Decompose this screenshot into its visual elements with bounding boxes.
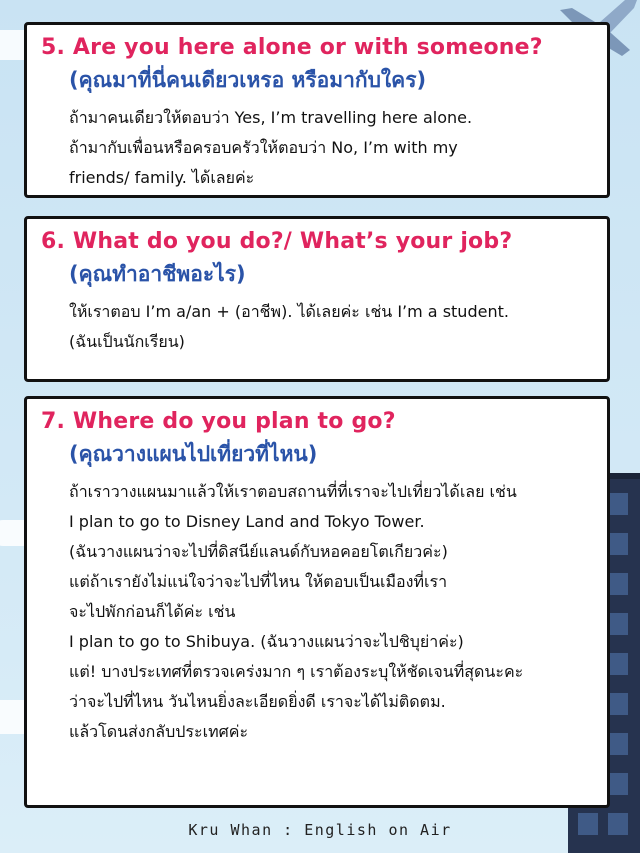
question-card-7 (24, 396, 610, 808)
answer-line: ถ้ามากับเพื่อนหรือครอบครัวให้ตอบว่า No, I’m with my (69, 138, 458, 157)
answer-line: แต่ถ้าเรายังไม่แน่ใจว่าจะไปที่ไหน ให้ตอบเป็นเมืองที่เรา (69, 572, 448, 591)
question-card-5 (24, 22, 610, 198)
answer-line: (ฉันวางแผนว่าจะไปที่ดิสนีย์แลนด์กับหอคอยโตเกียวค่ะ) (69, 542, 448, 561)
answer-line: ให้เราตอบ I’m a/an + (อาชีพ). ได้เลยค่ะ เช่น I’m a student. (69, 302, 509, 321)
answer-line: แต่! บางประเทศที่ตรวจเคร่งมาก ๆ เราต้องระบุให้ชัดเจนที่สุดนะคะ (69, 662, 524, 681)
question-translation: (คุณมาที่นี่คนเดียวเหรอ หรือมากับใคร) (69, 68, 427, 92)
answer-line: friends/ family. ได้เลยค่ะ (69, 168, 255, 187)
answer-line: ถ้ามาคนเดียวให้ตอบว่า Yes, I’m travelling here alone. (69, 108, 473, 127)
question-title: 6. What do you do?/ What’s your job? (41, 229, 513, 254)
question-card-6 (24, 216, 610, 382)
answer-line: I plan to go to Shibuya. (ฉันวางแผนว่าจะไปชิบุย่าค่ะ) (69, 632, 464, 651)
footer-credit: Kru Whan : English on Air (188, 821, 452, 839)
answer-line: ถ้าเราวางแผนมาแล้วให้เราตอบสถานที่ที่เราจะไปเที่ยวได้เลย เช่น (69, 482, 517, 501)
question-translation: (คุณวางแผนไปเที่ยวที่ไหน) (69, 442, 318, 466)
answer-line: I plan to go to Disney Land and Tokyo Tower. (69, 512, 425, 531)
answer-line: (ฉันเป็นนักเรียน) (69, 332, 185, 351)
question-translation: (คุณทำอาชีพอะไร) (69, 262, 246, 286)
question-title: 7. Where do you plan to go? (41, 409, 396, 434)
answer-line: แล้วโดนส่งกลับประเทศค่ะ (69, 722, 249, 741)
answer-line: ว่าจะไปที่ไหน วันไหนยิ่งละเอียดยิ่งดี เราจะได้ไม่ติดตม. (69, 692, 446, 711)
answer-line: จะไปพักก่อนก็ได้ค่ะ เช่น (69, 602, 236, 621)
question-title: 5. Are you here alone or with someone? (41, 35, 543, 60)
